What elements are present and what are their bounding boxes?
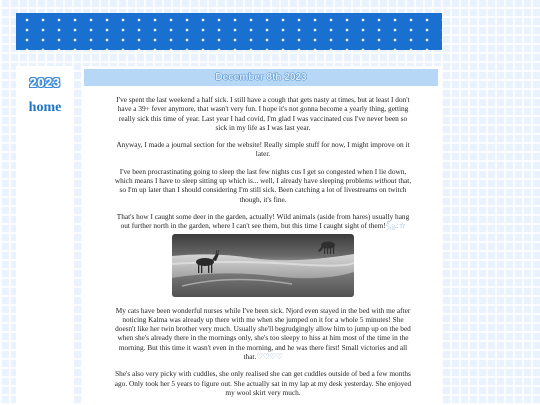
deer-photo (172, 234, 354, 297)
hearts-emoji: ♡♡♡♡ (256, 352, 283, 362)
deer-photo-image (172, 234, 354, 297)
paragraph-text: My cats have been wonderful nurses while I've been sick. Njord even stayed in the bed with me after noticing Kalma was already up there with me when she jumped on it for a whole 5 minutes! She doesn't like her twin brother very much. Usually she'll begrudgingly allow him to jump up on the bed when she's already there in the mornings only, she's too sleepy to hiss at him most of the time in the morning. But this time it wasn't even in the morning, and he was there first! Small victories and all that. (115, 305, 411, 362)
header-banner (16, 13, 442, 50)
paragraph: I've spent the last weekend a half sick. I still have a cough that gets nasty at times, but at least I don't have a 39+ fever anymore, that wasn't very fun. I hope it's not gonna become a yearly thing, getting really sick this time of year. Last year I had covid, I'm glad I was vaccinated cus I've never been so sick in my life as I was last year. (116, 95, 410, 132)
year-heading: 2023 (29, 75, 61, 90)
journal-entry (82, 66, 442, 405)
paragraph: She's also very picky with cuddles, she only realised she can get cuddles outside of bed a few months ago. Only took her 5 years to figure out. She actually sat in my lap at my desk yesterday. She enjoyed my wool skirt very much. (114, 369, 412, 397)
entry-body (82, 95, 442, 397)
home-link[interactable]: home (28, 100, 62, 115)
paragraph: Anyway, I made a journal section for the website! Really simple stuff for now, I might improve on it later. (116, 140, 410, 159)
emphasis-text: without (374, 176, 397, 186)
paragraph (114, 212, 412, 231)
deer-emoji: 𓃵.:☆ (385, 221, 406, 231)
paragraph-text: That's how I caught some deer in the garden, actually! Wild animals (aside from hares) usually hang out further north in the garden, where I can't see them, but this time I caught sight of them! (116, 211, 410, 231)
entry-date: December 8th 2023 (84, 69, 438, 86)
paragraph (114, 167, 412, 204)
paragraph-text: I've been procrastinating going to sleep the last few nights cus I get so congested when I lie down, which means I have to sleep sitting up which is... well, I already have sleeping problems (114, 166, 407, 186)
sidebar (16, 66, 74, 405)
paragraph (114, 306, 412, 362)
paragraph-text: that, so I'm up later than I should considering I'm still sick. Been catching a lot of livestreams on twitch though, it's fine. (119, 176, 412, 204)
